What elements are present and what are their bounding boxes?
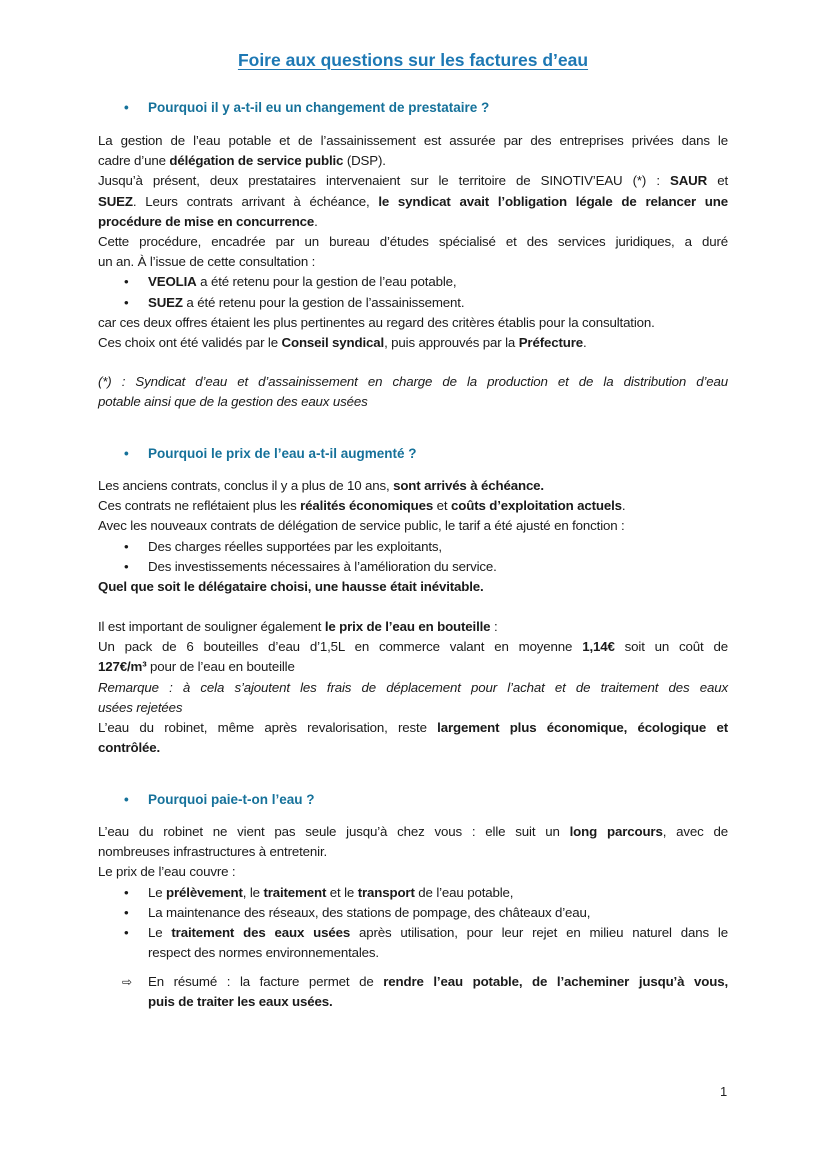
list-item: • Le traitement des eaux usées après utilisation, pour leur rejet en milieu naturel dans le bbox=[98, 923, 728, 943]
paragraph-line: Les anciens contrats, conclus il y a plus de 10 ans, sont arrivés à échéance. bbox=[98, 478, 544, 493]
paragraph-line: nombreuses infrastructures à entretenir. bbox=[98, 844, 328, 860]
list-item: • Des investissements nécessaires à l’amélioration du service. bbox=[98, 557, 728, 577]
paragraph-line: SUEZ. Leurs contrats arrivant à échéance, le syndicat avait l’obligation légale de relancer une bbox=[98, 193, 728, 209]
remark-line: usées rejetées bbox=[98, 699, 183, 715]
list-item-continuation: respect des normes environnementales. bbox=[148, 945, 379, 961]
bullet-icon: • bbox=[124, 884, 129, 900]
paragraph-line: Jusqu’à présent, deux prestataires intervenaient sur le territoire de SINOTIV’EAU (*) : SAUR et bbox=[98, 173, 728, 189]
footnote: (*) : Syndicat d’eau et d’assainissement en charge de la production et de la distribution d’eau potable ainsi que de la gestion des eaux usées bbox=[98, 374, 728, 410]
list-item: • La maintenance des réseaux, des stations de pompage, des châteaux d’eau, bbox=[98, 903, 728, 923]
conclusion: Quel que soit le délégataire choisi, une hausse était inévitable. bbox=[98, 579, 484, 595]
section1-body bbox=[98, 131, 728, 353]
paragraph-line: Cette procédure, encadrée par un bureau d’études spécialisé et des services juridiques, a duré bbox=[98, 234, 728, 250]
list-item: • Le prélèvement, le traitement et le transport de l’eau potable, bbox=[98, 883, 728, 903]
paragraph-line: L’eau du robinet, même après revalorisation, reste largement plus économique, écologique et bbox=[98, 720, 728, 736]
arrow-right-icon: ⇨ bbox=[122, 975, 132, 989]
bullet-icon: • bbox=[124, 274, 129, 290]
summary: ⇨ En résumé : la facture permet de rendre l’eau potable, de l’acheminer jusqu’à vous, puis de traiter les eaux usées. bbox=[122, 974, 728, 1010]
section3-body bbox=[98, 822, 728, 963]
bullet-icon: • bbox=[124, 925, 129, 941]
paragraph-line: car ces deux offres étaient les plus pertinentes au regard des critères établis pour la consultation. bbox=[98, 314, 655, 330]
paragraph-line: Ces choix ont été validés par le Conseil syndical, puis approuvés par la Préfecture. bbox=[98, 335, 587, 351]
list-item: • SUEZ a été retenu pour la gestion de l’assainissement. bbox=[98, 293, 728, 313]
section2-body bbox=[98, 476, 728, 597]
paragraph-line: Ces contrats ne reflétaient plus les réalités économiques et coûts d’exploitation actuels. bbox=[98, 498, 626, 514]
bullet-icon: • bbox=[124, 538, 129, 554]
bullet-icon: • bbox=[124, 294, 129, 310]
paragraph-line: La gestion de l’eau potable et de l’assainissement est assurée par des entreprises privées dans le bbox=[98, 133, 728, 148]
paragraph-line: Un pack de 6 bouteilles d’eau d’1,5L en commerce valant en moyenne 1,14€ soit un coût de bbox=[98, 639, 728, 655]
bullet-icon: • bbox=[124, 558, 129, 574]
paragraph-line: Avec les nouveaux contrats de délégation de service public, le tarif a été ajusté en fonction : bbox=[98, 518, 625, 534]
paragraph-line: procédure de mise en concurrence. bbox=[98, 213, 318, 229]
paragraph-line: L’eau du robinet ne vient pas seule jusqu’à chez vous : elle suit un long parcours, avec de bbox=[98, 824, 728, 839]
paragraph-line: Il est important de souligner également le prix de l’eau en bouteille : bbox=[98, 619, 498, 634]
list-item: • VEOLIA a été retenu pour la gestion de l’eau potable, bbox=[98, 272, 728, 292]
bullet-icon: • bbox=[124, 446, 129, 461]
bullet-icon: • bbox=[124, 100, 129, 115]
bullet-icon: • bbox=[124, 792, 129, 807]
paragraph-line: 127€/m³ pour de l’eau en bouteille bbox=[98, 659, 295, 675]
paragraph-line: contrôlée. bbox=[98, 740, 161, 756]
page-number: 1 bbox=[720, 1084, 728, 1099]
list-item: • Des charges réelles supportées par les exploitants, bbox=[98, 537, 728, 557]
remark-line: Remarque : à cela s’ajoutent les frais de déplacement pour l’achat et de traitement des eaux bbox=[98, 679, 728, 695]
document-title: Foire aux questions sur les factures d’eau bbox=[237, 50, 589, 70]
paragraph-line: un an. À l’issue de cette consultation : bbox=[98, 254, 316, 270]
paragraph-line: Le prix de l’eau couvre : bbox=[98, 864, 236, 880]
bullet-icon: • bbox=[124, 904, 129, 920]
paragraph-line: cadre d’une délégation de service public (DSP). bbox=[98, 153, 386, 169]
bottled-water-paragraph bbox=[98, 617, 728, 758]
